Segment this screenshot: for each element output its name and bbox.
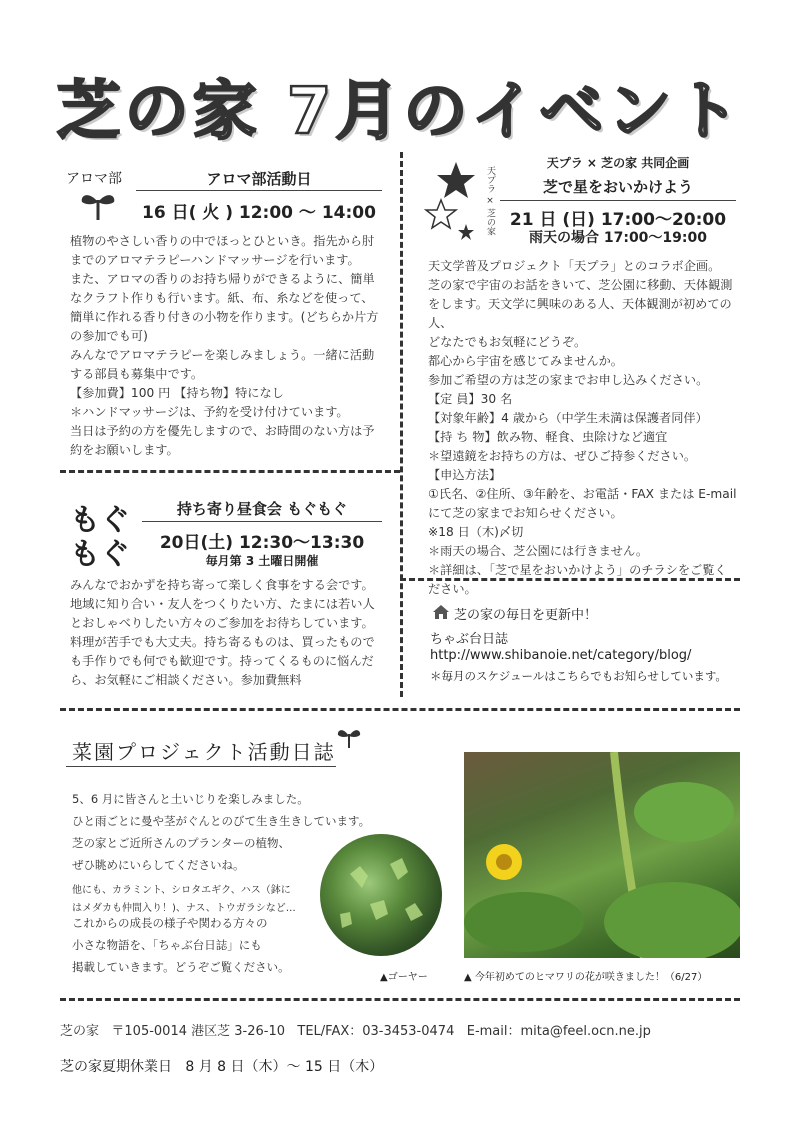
sprout-icon	[336, 724, 362, 750]
star-collab: 天プラ × 芝の家 共同企画	[546, 156, 690, 170]
sunflower-photo	[464, 752, 740, 958]
garden-rule	[66, 766, 336, 767]
info-note: ＊毎月のスケジュールはこちらでもお知らせしています。	[430, 669, 727, 683]
mogu-date: 20日(土) 12:30〜13:30	[159, 533, 365, 553]
caption-goya: ▲ゴーヤー	[380, 972, 428, 983]
footer-address: 芝の家 〒105-0014 港区芝 3-26-10 TEL/FAX：03-3453-0474 E-mail：mita@feel.ocn.ne.jp	[60, 1024, 651, 1039]
house-icon	[432, 604, 450, 620]
mogu-sub: 毎月第 3 土曜日開催	[205, 554, 319, 568]
info-heading: 芝の家の毎日を更新中！	[454, 608, 598, 623]
mogu-label-line1: もぐ	[70, 503, 130, 538]
garden-p3: これからの成長の様子や関わる方々の 小さな物語を、「ちゃぶ台日誌」にも 掲載していきます。どうぞご覧ください。	[72, 916, 290, 974]
right-divider	[400, 578, 740, 581]
aroma-title: アロマ部活動日	[206, 170, 312, 188]
star-vertical-note: 天プラ × 芝の家	[485, 166, 495, 236]
star-body: 天文学普及プロジェクト「天プラ」とのコラボ企画。 芝の家で宇宙のお話をきいて、芝公園に移動、天体観測 をします。天文学に興味のある人、天体観測が初めての人、 どなたでもお気軽にどうぞ。 都心から宇宙を感じてみませんか。 参加ご希望の方は芝の家までお申し込みください。 【定 員】30 名 【対象年齢】4 歳から（中学生未満は保護者同伴） 【持 ち 物】飲み物、軽食、虫除けなど適宜 ＊望遠鏡をお持ちの方は、ぜひご持参ください。 【申込方法】 ①氏名、②住所、③年齢を、お電話・FAX または E-mail にて芝の家までお知らせください。 ※18 日（木)〆切 ＊雨天の場合、芝公園には行きません。 ＊詳細は、「芝で星をおいかけよう」のチラシをご覧く ださい。	[428, 259, 737, 596]
column-divider	[400, 152, 403, 697]
aroma-rule	[136, 190, 382, 191]
footer-divider	[60, 998, 740, 1001]
mogu-body: みんなでおかずを持ち寄って楽しく食事をする会です。 地域に知り合い・友人をつくりたい方、たまには若い人 とおしゃべりしたい方々のご参加をお待ちしています。 料理が苦手でも大丈夫。持ち寄るものは、買ったもので も手作りでも何でも歓迎です。持ってくるものに悩んだ ら、お気軽にご相談ください。参加費無料	[70, 578, 375, 687]
aroma-label: アロマ部	[66, 171, 122, 187]
blog-url-link[interactable]: http://www.shibanoie.net/category/blog/	[430, 648, 692, 663]
garden-top-divider	[60, 708, 740, 711]
footer-holiday: 芝の家夏期休業日 8 月 8 日（木）〜 15 日（木）	[60, 1059, 384, 1075]
aroma-body: 植物のやさしい香りの中でほっとひといき。指先から肘 までのアロマテラピーハンドマッサージを行います。 また、アロマの香りのお持ち帰りができるように、簡単 なクラフト作りも行います。紙、布、糸などを使って、 簡単に作れる香り付きの小物を作ります。(どちらか片方 の参加でも可) みんなでアロマテラピーを楽しみましょう。一緒に活動 する部員も募集中です。 【参加費】100 円 【持ち物】特になし ＊ハンドマッサージは、予約を受け付けています。 当日は予約の方を優先しますので、お時間のない方は予 約をお願いします。	[70, 234, 379, 457]
goya-photo	[320, 834, 442, 956]
mogu-rule	[142, 521, 382, 522]
garden-title: 菜園プロジェクト活動日誌	[72, 740, 336, 764]
sprout-icon	[78, 186, 118, 222]
star-date: 21 日 (日) 17:00〜20:00	[509, 210, 727, 230]
page-title: 芝の家 7月のイベント	[56, 75, 744, 149]
left-divider	[60, 470, 400, 473]
info-blog-name: ちゃぶ台日誌	[430, 632, 509, 647]
mogu-label-line2: もぐ	[70, 537, 130, 572]
mogu-title: 持ち寄り昼食会 もぐもぐ	[176, 500, 348, 518]
caption-sunflower: ▲ 今年初めてのヒマワリの花が咲きました！（6/27）	[464, 972, 708, 983]
star-title: 芝で星をおいかけよう	[542, 178, 693, 196]
star-rule	[500, 200, 736, 201]
garden-p1: 5、6 月に皆さんと土いじりを楽しみました。 ひと雨ごとに曼や茎がぐんとのびて生き生きしています。 芝の家とご近所さんのプランターの植物、 ぜひ眺めにいらしてくださいね。	[72, 792, 371, 872]
aroma-date: 16 日( 火 ) 12:00 〜 14:00	[142, 203, 376, 223]
garden-p2: 他にも、カラミント、シロタエギク、ハス（鉢に はメダカも仲間入り！)、ナス、トウガラシなど…	[72, 885, 296, 914]
star-rain: 雨天の場合 17:00〜19:00	[528, 230, 707, 246]
